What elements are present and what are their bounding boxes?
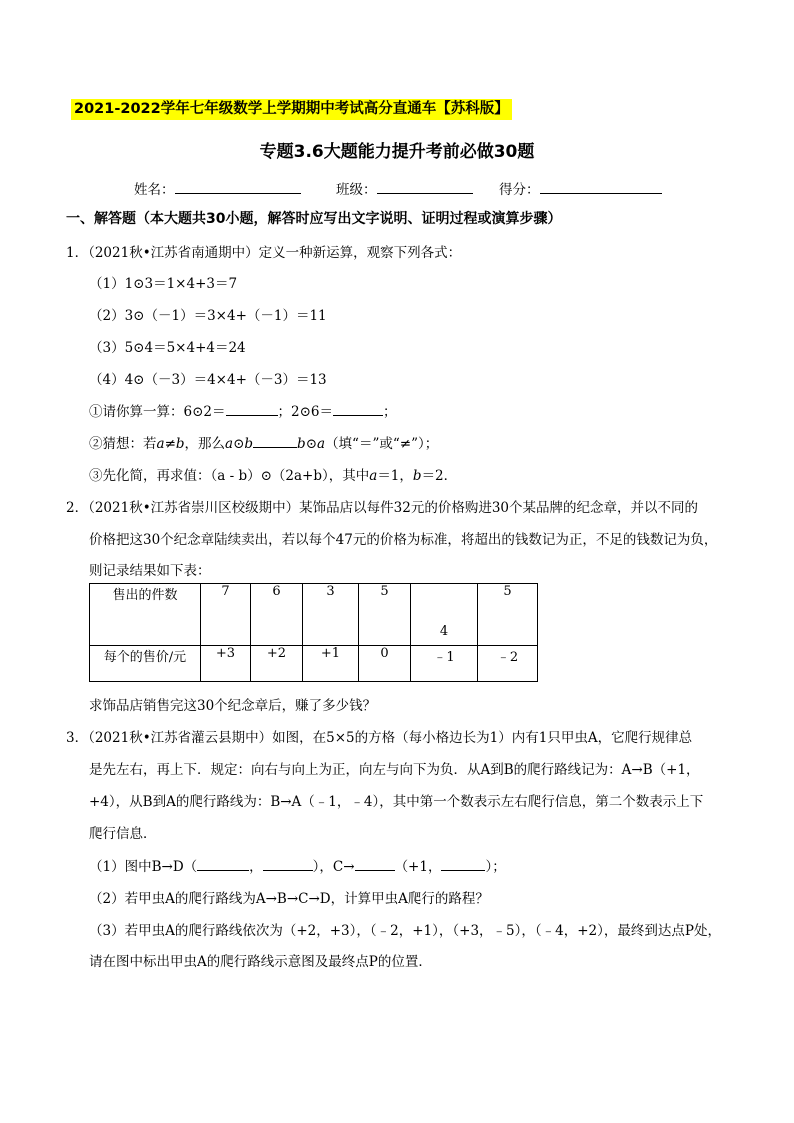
q2-question: 求饰品店销售完这30个纪念章后，赚了多少钱？ — [89, 698, 377, 714]
q1-part3-text-e: ＝2． — [421, 468, 458, 484]
q1-example-4: （4）4⊙（－3）＝4×4+（－3）＝13 — [89, 372, 327, 388]
price-cell: ﹣1 — [411, 646, 478, 682]
q1-part1-blank-2 — [333, 402, 383, 416]
q1-part1-text-a: ①请你算一算：6⊙2＝ — [89, 404, 226, 420]
q3-part1-text-c: ），C→ — [312, 859, 355, 875]
q1-part3-text-a: ③先化简，再求值：（a - b）⊙（2a+b），其中 — [89, 468, 370, 484]
section-heading: 一、解答题（本大题共30小题，解答时应写出文字说明、证明过程或演算步骤） — [66, 211, 562, 227]
q3-part2: （2）若甲虫A的爬行路线为A→B→C→D，计算甲虫A爬行的路程？ — [89, 891, 489, 907]
q1-part2-expr-2: b⊙a — [297, 436, 326, 452]
q2-line-1: 2．（2021秋•江苏省崇川区校级期中）某饰品店以每件32元的价格购进30个某品牌的纪念章，并以不同的 — [66, 500, 699, 516]
class-label: 班级： — [336, 182, 377, 198]
table-row-counts — [90, 584, 538, 646]
sales-table — [89, 583, 538, 682]
page-title: 专题3.6大题能力提升考前必做30题 — [259, 142, 535, 162]
row-label-counts: 售出的件数 — [90, 584, 201, 646]
name-blank — [175, 179, 301, 194]
q1-part2-text-c: ，那么 — [184, 436, 226, 452]
q1-part3-var-b: b — [412, 468, 422, 484]
price-cell: ﹣2 — [478, 646, 538, 682]
q1-part2-var-a: a — [156, 436, 165, 452]
q3-part1-text-e: ）； — [485, 859, 506, 875]
q1-part2 — [89, 432, 438, 452]
count-cell: 4 — [411, 584, 478, 646]
q1-part3-var-a: a — [369, 468, 378, 484]
q1-part2-neq: ≠ — [164, 436, 176, 452]
class-blank — [377, 179, 473, 194]
row-label-prices: 每个的售价/元 — [90, 646, 201, 682]
q1-part2-blank — [253, 434, 297, 448]
price-cell: +2 — [251, 646, 303, 682]
q1-part1 — [89, 400, 397, 420]
count-cell: 7 — [201, 584, 251, 646]
q1-part1-blank-1 — [226, 402, 278, 416]
count-cell: 5 — [359, 584, 411, 646]
price-cell: +3 — [201, 646, 251, 682]
q1-part2-var-b: b — [175, 436, 185, 452]
count-cell: 3 — [303, 584, 359, 646]
q3-part1-blank-2 — [263, 857, 313, 871]
score-field — [499, 178, 662, 198]
name-field — [134, 178, 301, 198]
price-cell: +1 — [303, 646, 359, 682]
header-banner: 2021-2022学年七年级数学上学期期中考试高分直通车【苏科版】 — [71, 99, 512, 120]
name-label: 姓名： — [134, 182, 175, 198]
q3-part3-line-1: （3）若甲虫A的爬行路线依次为（+2，+3），（﹣2，+1），（+3，﹣5），（﹣4，+2），最终到达点P处， — [89, 923, 721, 939]
q3-line-2: 是先左右，再上下．规定：向右与向上为正，向左与向下为负．从A到B的爬行路线记为：A→B（+1， — [89, 762, 700, 778]
score-blank — [540, 179, 662, 194]
q3-line-4: 爬行信息． — [89, 826, 157, 842]
q3-line-3: +4），从B到A的爬行路线为：B→A（﹣1，﹣4），其中第一个数表示左右爬行信息，第二个数表示上下 — [89, 794, 704, 810]
q3-part1-blank-3 — [355, 857, 395, 871]
count-cell: 6 — [251, 584, 303, 646]
q3-part1-blank-1 — [197, 857, 249, 871]
q1-part3 — [89, 464, 457, 484]
q1-prompt: 1．（2021秋•江苏省南通期中）定义一种新运算，观察下列各式： — [66, 245, 462, 261]
q3-part1-text-a: （1）图中B→D（ — [89, 859, 198, 875]
count-cell: 5 — [478, 584, 538, 646]
q1-example-3: （3）5⊙4＝5×4+4＝24 — [89, 340, 246, 356]
q1-part3-text-c: ＝1， — [377, 468, 413, 484]
q2-line-2: 价格把这30个纪念章陆续卖出，若以每个47元的价格为标准，将超出的钱数记为正，不足的钱数记为负， — [89, 532, 718, 548]
q1-part2-text-a: ②猜想：若 — [89, 436, 157, 452]
table-row-prices — [90, 646, 538, 682]
q2-line-3: 则记录结果如下表： — [89, 563, 211, 579]
q1-example-2: （2）3⊙（－1）＝3×4+（－1）＝11 — [89, 308, 327, 324]
q1-part1-text-c: ； — [383, 404, 397, 420]
score-label: 得分： — [499, 182, 540, 198]
q3-part1 — [89, 855, 506, 875]
q3-part3-line-2: 请在图中标出甲虫A的爬行路线示意图及最终点P的位置． — [89, 954, 432, 970]
class-field — [336, 178, 473, 198]
q3-part1-text-b: ， — [249, 859, 263, 875]
q1-part2-text-d: （填“＝”或“≠”）； — [325, 436, 439, 452]
q3-part1-text-d: （+1， — [394, 859, 442, 875]
q3-part1-blank-4 — [441, 857, 485, 871]
q1-part2-expr-1: a⊙b — [225, 436, 254, 452]
q1-part1-text-b: ；2⊙6＝ — [277, 404, 333, 420]
price-cell: 0 — [359, 646, 411, 682]
q1-example-1: （1）1⊙3＝1×4+3＝7 — [89, 276, 238, 292]
q3-line-1: 3．（2021秋•江苏省灌云县期中）如图，在5×5的方格（每小格边长为1）内有1只甲虫A，它爬行规律总 — [66, 730, 693, 746]
